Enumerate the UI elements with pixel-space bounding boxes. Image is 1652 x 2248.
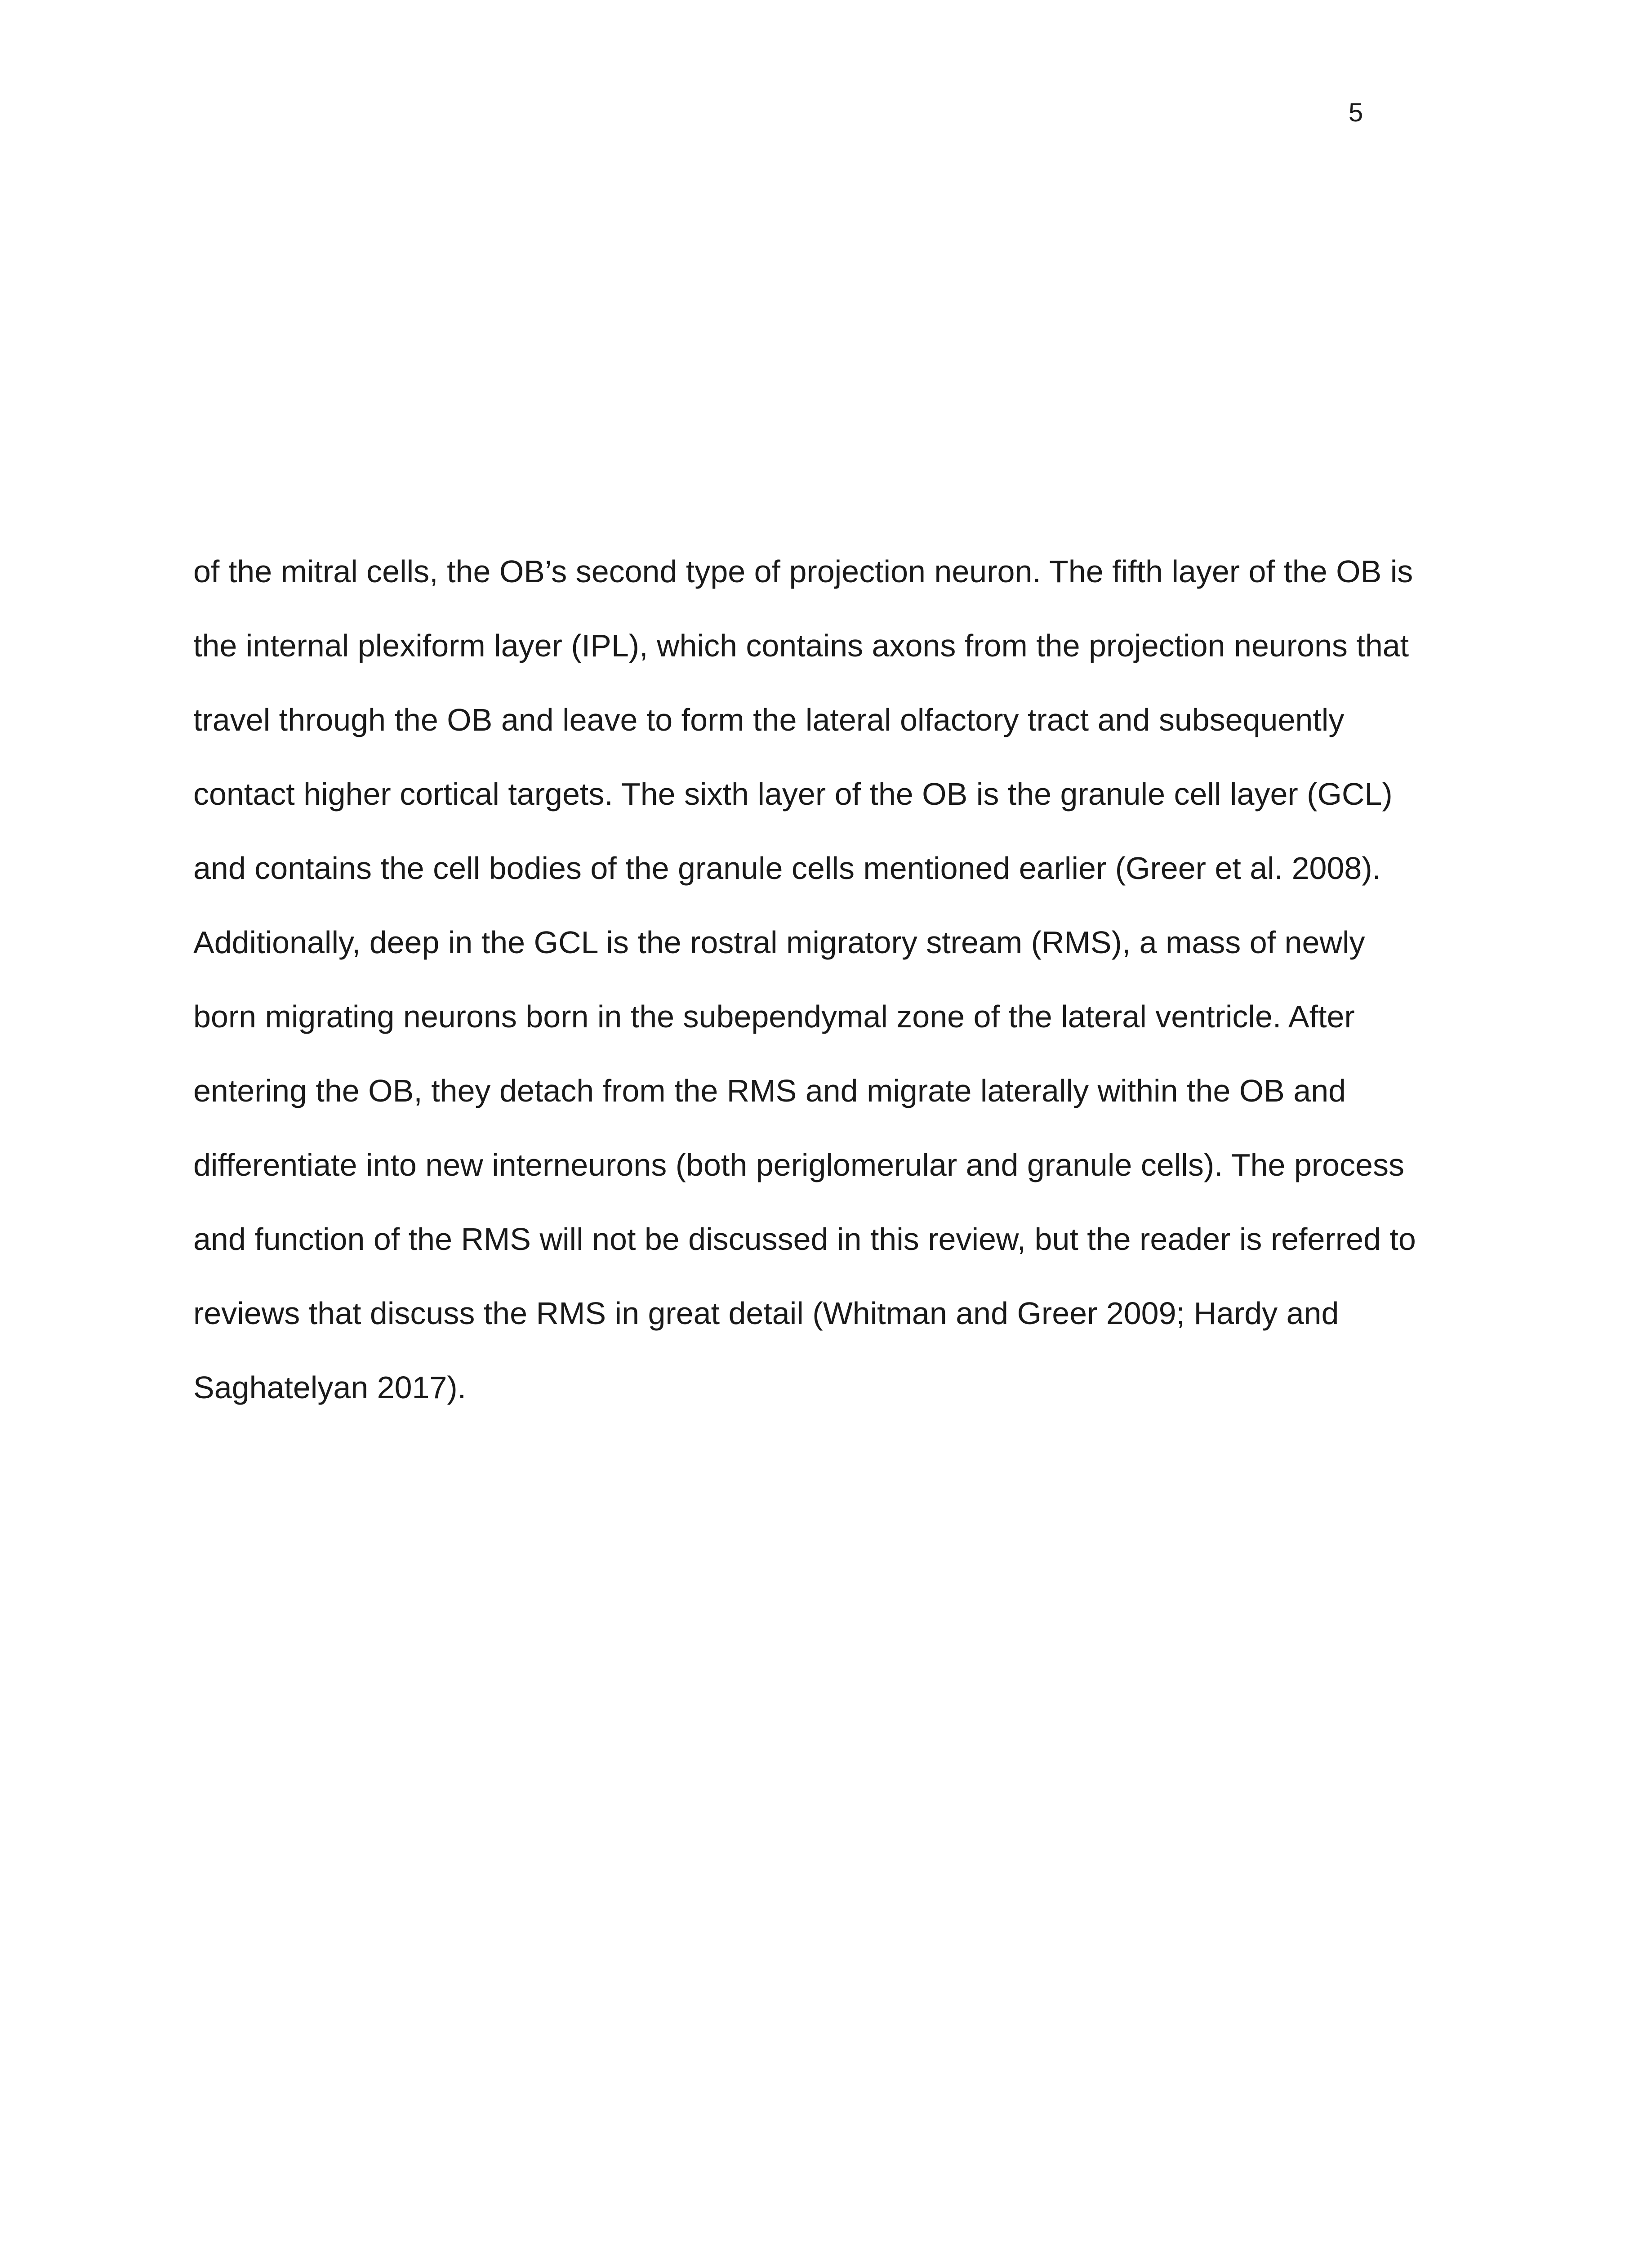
paragraph-line: contact higher cortical targets. The sixth layer of the OB is the granule cell layer (GCL) bbox=[193, 776, 1393, 812]
paragraph-line: reviews that discuss the RMS in great detail (Whitman and Greer 2009; Hardy and bbox=[193, 1296, 1339, 1331]
paragraph-line: born migrating neurons born in the subependymal zone of the lateral ventricle. After bbox=[193, 999, 1355, 1034]
paragraph-line: differentiate into new interneurons (both periglomerular and granule cells). The process bbox=[193, 1147, 1404, 1182]
paragraph-line: and function of the RMS will not be discussed in this review, but the reader is referred to bbox=[193, 1222, 1416, 1257]
paragraph-line: travel through the OB and leave to form the lateral olfactory tract and subsequently bbox=[193, 702, 1345, 737]
page-number: 5 bbox=[1349, 98, 1363, 127]
paragraph-line: Saghatelyan 2017). bbox=[193, 1370, 467, 1405]
paragraph-line: the internal plexiform layer (IPL), which contains axons from the projection neurons that bbox=[193, 628, 1409, 663]
paragraph-line: Additionally, deep in the GCL is the rostral migratory stream (RMS), a mass of newly bbox=[193, 925, 1365, 960]
body-paragraph bbox=[193, 545, 1416, 1435]
paragraph-line: of the mitral cells, the OB’s second type of projection neuron. The fifth layer of the OB is bbox=[193, 554, 1413, 589]
paragraph-line: entering the OB, they detach from the RMS and migrate laterally within the OB and bbox=[193, 1073, 1346, 1108]
paragraph-line: and contains the cell bodies of the granule cells mentioned earlier (Greer et al. 2008). bbox=[193, 851, 1381, 886]
